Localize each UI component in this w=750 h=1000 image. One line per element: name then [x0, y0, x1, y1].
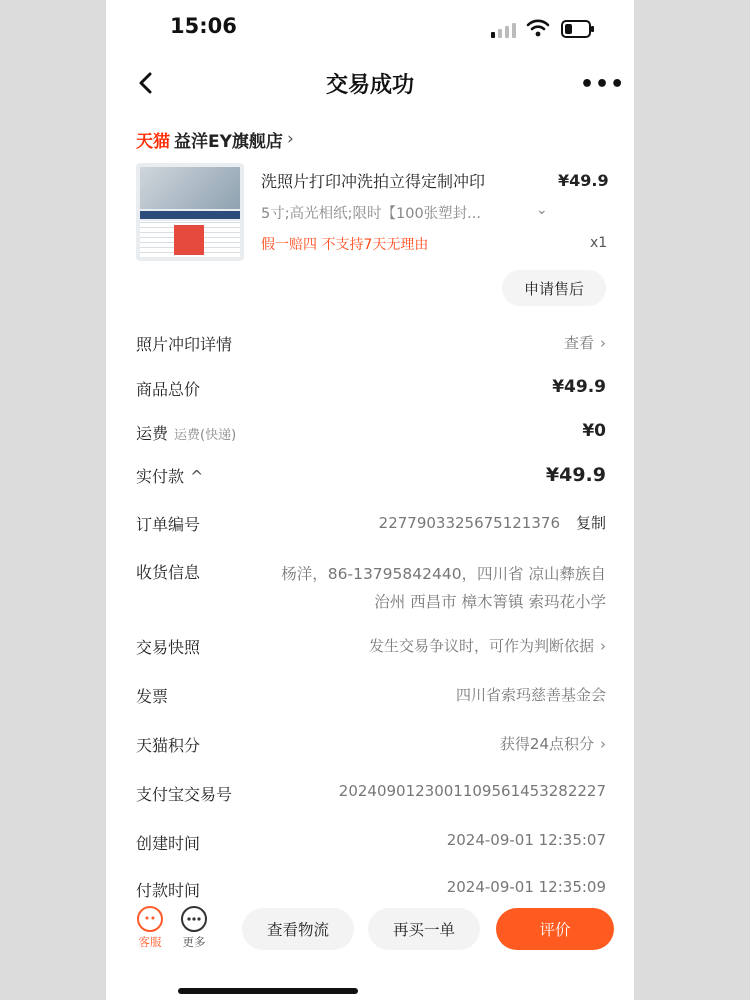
order-number-label: 订单编号 [136, 515, 201, 534]
product-quantity: x1 [590, 235, 608, 251]
customer-service-icon [137, 906, 163, 932]
chevron-up-icon[interactable]: ^ [190, 467, 204, 486]
wifi-icon [526, 18, 550, 38]
invoice-row [136, 684, 606, 708]
order-detail-page [106, 0, 634, 1000]
product-thumbnail[interactable] [136, 163, 244, 261]
paid-amount-label: 实付款 ^ [136, 467, 204, 486]
chevron-right-icon: › [600, 637, 606, 655]
product-service-tags: 假一赔四 不支持7天无理由 [261, 237, 429, 253]
created-time-value: 2024-09-01 12:35:07 [446, 831, 606, 849]
order-number-row [136, 512, 606, 536]
goods-total-row [136, 377, 606, 401]
chevron-right-icon: › [600, 334, 606, 352]
paid-time-value: 2024-09-01 12:35:09 [446, 878, 606, 896]
shipping-row [136, 421, 606, 445]
home-indicator[interactable] [178, 988, 358, 994]
more-label: 更多 [182, 935, 206, 949]
paid-amount-value: ¥49.9 [545, 464, 606, 486]
print-detail-row[interactable] [136, 332, 606, 356]
review-button[interactable]: 评价 [496, 908, 614, 950]
battery-icon [561, 20, 595, 38]
status-time: 15:06 [170, 14, 237, 38]
shipping-method: 运费(快递) [174, 428, 237, 443]
page-title: 交易成功 [325, 73, 414, 98]
receiver-label: 收货信息 [136, 563, 201, 582]
receiver-row [136, 560, 606, 618]
more-dots-icon [181, 906, 207, 932]
alipay-number-label: 支付宝交易号 [136, 785, 233, 804]
bottom-action-bar [106, 900, 634, 962]
status-bar [106, 12, 634, 44]
shipping-label: 运费 运费(快递) [136, 424, 237, 443]
tmall-logo: 天猫 [136, 131, 170, 152]
paid-amount-row[interactable] [136, 464, 606, 490]
created-time-label: 创建时间 [136, 834, 201, 853]
snapshot-link[interactable]: 发生交易争议时，可作为判断依据 › [368, 637, 606, 655]
snapshot-row[interactable] [136, 635, 606, 659]
snapshot-label: 交易快照 [136, 638, 201, 657]
chevron-down-icon[interactable]: ⌄ [536, 202, 548, 218]
goods-total-label: 商品总价 [136, 380, 201, 399]
points-link[interactable]: 获得24点积分 › [499, 735, 606, 753]
created-time-row [136, 831, 606, 855]
chevron-right-icon: › [286, 129, 294, 149]
shop-name: 益洋EY旗舰店 [174, 131, 283, 152]
view-logistics-button[interactable]: 查看物流 [242, 908, 354, 950]
alipay-number-row [136, 782, 606, 806]
customer-service-label: 客服 [138, 935, 162, 949]
shop-link[interactable] [136, 126, 294, 152]
print-detail-label: 照片冲印详情 [136, 335, 233, 354]
shipping-value: ¥0 [582, 421, 606, 441]
nav-bar [106, 62, 634, 104]
apply-after-sale-button[interactable]: 申请售后 [502, 270, 606, 306]
order-number-value: 2277903325675121376 复制 [378, 514, 606, 532]
invoice-label: 发票 [136, 687, 169, 706]
more-options-icon[interactable]: ••• [580, 72, 626, 97]
alipay-number-value: 2024090123001109561453282227 [338, 782, 606, 800]
more-button[interactable] [174, 906, 214, 950]
goods-total-value: ¥49.9 [552, 377, 606, 397]
paid-time-label: 付款时间 [136, 881, 201, 900]
product-title[interactable]: 洗照片打印冲洗拍立得定制冲印 [261, 172, 486, 191]
points-label: 天猫积分 [136, 736, 201, 755]
customer-service-button[interactable] [130, 906, 170, 950]
print-detail-link[interactable]: 查看 › [563, 334, 606, 352]
copy-button[interactable]: 复制 [575, 514, 606, 532]
points-row[interactable] [136, 733, 606, 757]
paid-time-row [136, 878, 606, 902]
product-spec[interactable]: 5寸;高光相纸;限时【100张塑封... [261, 206, 481, 222]
product-price: ¥49.9 [558, 171, 609, 190]
cellular-signal-icon [491, 22, 517, 38]
receiver-info: 杨洋，86-13795842440，四川省 凉山彝族自治州 西昌市 樟木箐镇 索玛花小学 [281, 565, 606, 611]
buy-again-button[interactable]: 再买一单 [368, 908, 480, 950]
invoice-value: 四川省索玛慈善基金会 [455, 686, 606, 704]
chevron-right-icon: › [600, 735, 606, 753]
